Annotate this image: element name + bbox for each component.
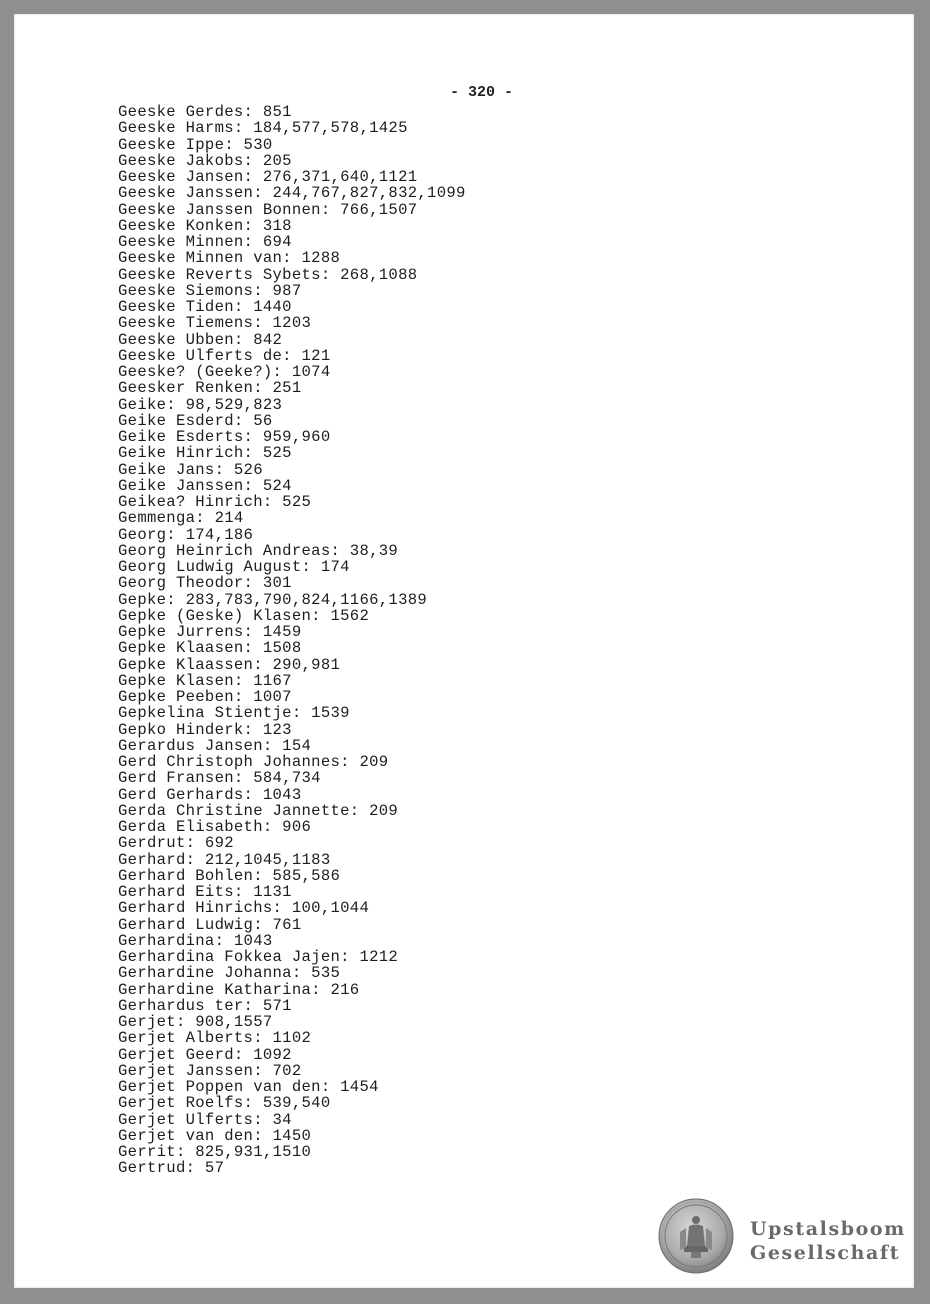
index-entry: Gerhard Hinrichs: 100,1044 (118, 899, 370, 918)
index-entry: Geeske Jansen: 276,371,640,1121 (118, 168, 418, 186)
index-entry: Gerjet Janssen: 702 (118, 1061, 302, 1080)
index-entry: Gerhard: 212,1045,1183 (118, 850, 331, 869)
brand-line-1: Upstalsboom (750, 1218, 906, 1240)
page-number: - 320 - (450, 84, 514, 101)
index-entry: Gerjet Poppen van den: 1454 (118, 1078, 379, 1096)
index-entry: Gerjet Alberts: 1102 (118, 1029, 312, 1048)
index-entry: Geeske Ubben: 842 (118, 330, 283, 349)
upstalsboom-seal-icon (658, 1198, 734, 1274)
index-entry: Gerjet: 908,1557 (118, 1013, 273, 1031)
index-entry: Gepke: 283,783,790,824,1166,1389 (118, 590, 428, 609)
index-entry: Geeske Janssen Bonnen: 766,1507 (118, 200, 418, 219)
index-entry: Gerjet van den: 1450 (118, 1126, 312, 1145)
index-entry: Gerjet Geerd: 1092 (118, 1045, 292, 1064)
index-entry: Gerrit: 825,931,1510 (118, 1143, 312, 1161)
index-entry: Geeske Gerdes: 851 (118, 103, 292, 121)
index-entry: Gerhard Ludwig: 761 (118, 915, 302, 934)
index-entry: Gerardus Jansen: 154 (118, 736, 312, 755)
index-entry: Gepke Klasen: 1167 (118, 671, 292, 690)
index-entry: Gerhardine Katharina: 216 (118, 980, 360, 999)
index-entry: Geike Jans: 526 (118, 460, 263, 479)
index-entry: Geike Esderts: 959,960 (118, 428, 331, 446)
index-entry: Gepke Jurrens: 1459 (118, 623, 302, 641)
index-entry: Geeske Janssen: 244,767,827,832,1099 (118, 184, 466, 203)
brand-wordmark (750, 1217, 906, 1265)
index-entry: Geike Janssen: 524 (118, 476, 292, 495)
index-entry-list (118, 104, 466, 1177)
index-entry: Georg Heinrich Andreas: 38,39 (118, 541, 399, 560)
index-entry: Geeske Jakobs: 205 (118, 151, 292, 170)
index-entry: Geeske Siemons: 987 (118, 281, 302, 300)
index-entry: Geeske Harms: 184,577,578,1425 (118, 119, 408, 138)
index-entry: Geeske? (Geeke?): 1074 (118, 363, 331, 381)
index-entry: Gepko Hinderk: 123 (118, 720, 292, 739)
index-entry: Gerhardina Fokkea Jajen: 1212 (118, 948, 399, 966)
index-entry: Gerhard Eits: 1131 (118, 883, 292, 901)
index-entry: Geeske Ulferts de: 121 (118, 346, 331, 365)
index-entry: Gepkelina Stientje: 1539 (118, 704, 350, 723)
index-entry: Gepke Klaasen: 1508 (118, 639, 302, 658)
index-entry: Gerd Christoph Johannes: 209 (118, 753, 389, 771)
index-entry: Geeske Tiemens: 1203 (118, 314, 312, 333)
index-entry: Gerd Gerhards: 1043 (118, 785, 302, 804)
index-entry: Gerjet Roelfs: 539,540 (118, 1094, 331, 1113)
index-entry: Gepke Klaassen: 290,981 (118, 655, 341, 674)
brand-line-2: Gesellschaft (750, 1242, 901, 1264)
index-entry: Gerhardina: 1043 (118, 931, 273, 950)
index-entry: Gerd Fransen: 584,734 (118, 769, 321, 788)
document-page (14, 14, 914, 1288)
index-entry: Georg Ludwig August: 174 (118, 558, 350, 576)
index-entry: Geike: 98,529,823 (118, 395, 283, 414)
index-entry: Georg: 174,186 (118, 525, 254, 544)
index-entry: Gepke Peeben: 1007 (118, 688, 292, 706)
index-entry: Geeske Minnen: 694 (118, 233, 292, 251)
index-entry: Gerda Elisabeth: 906 (118, 818, 312, 836)
index-entry: Gepke (Geske) Klasen: 1562 (118, 606, 370, 625)
index-entry: Geeske Minnen van: 1288 (118, 249, 341, 268)
index-entry: Geeske Konken: 318 (118, 216, 292, 235)
index-entry: Geike Hinrich: 525 (118, 444, 292, 463)
index-entry: Geike Esderd: 56 (118, 411, 273, 430)
index-entry: Geikea? Hinrich: 525 (118, 493, 312, 511)
index-entry: Gerdrut: 692 (118, 834, 234, 853)
index-entry: Gerda Christine Jannette: 209 (118, 801, 399, 820)
index-entry: Gerhardus ter: 571 (118, 996, 292, 1015)
index-entry: Geeske Tiden: 1440 (118, 298, 292, 316)
index-entry: Gerjet Ulferts: 34 (118, 1110, 292, 1129)
index-entry: Geesker Renken: 251 (118, 379, 302, 398)
index-entry: Gerhardine Johanna: 535 (118, 964, 341, 983)
index-entry: Geeske Reverts Sybets: 268,1088 (118, 265, 418, 284)
index-entry: Gertrud: 57 (118, 1159, 225, 1178)
index-entry: Georg Theodor: 301 (118, 574, 292, 593)
index-entry: Gerhard Bohlen: 585,586 (118, 866, 341, 885)
index-entry: Gemmenga: 214 (118, 509, 244, 528)
index-entry: Geeske Ippe: 530 (118, 135, 273, 154)
